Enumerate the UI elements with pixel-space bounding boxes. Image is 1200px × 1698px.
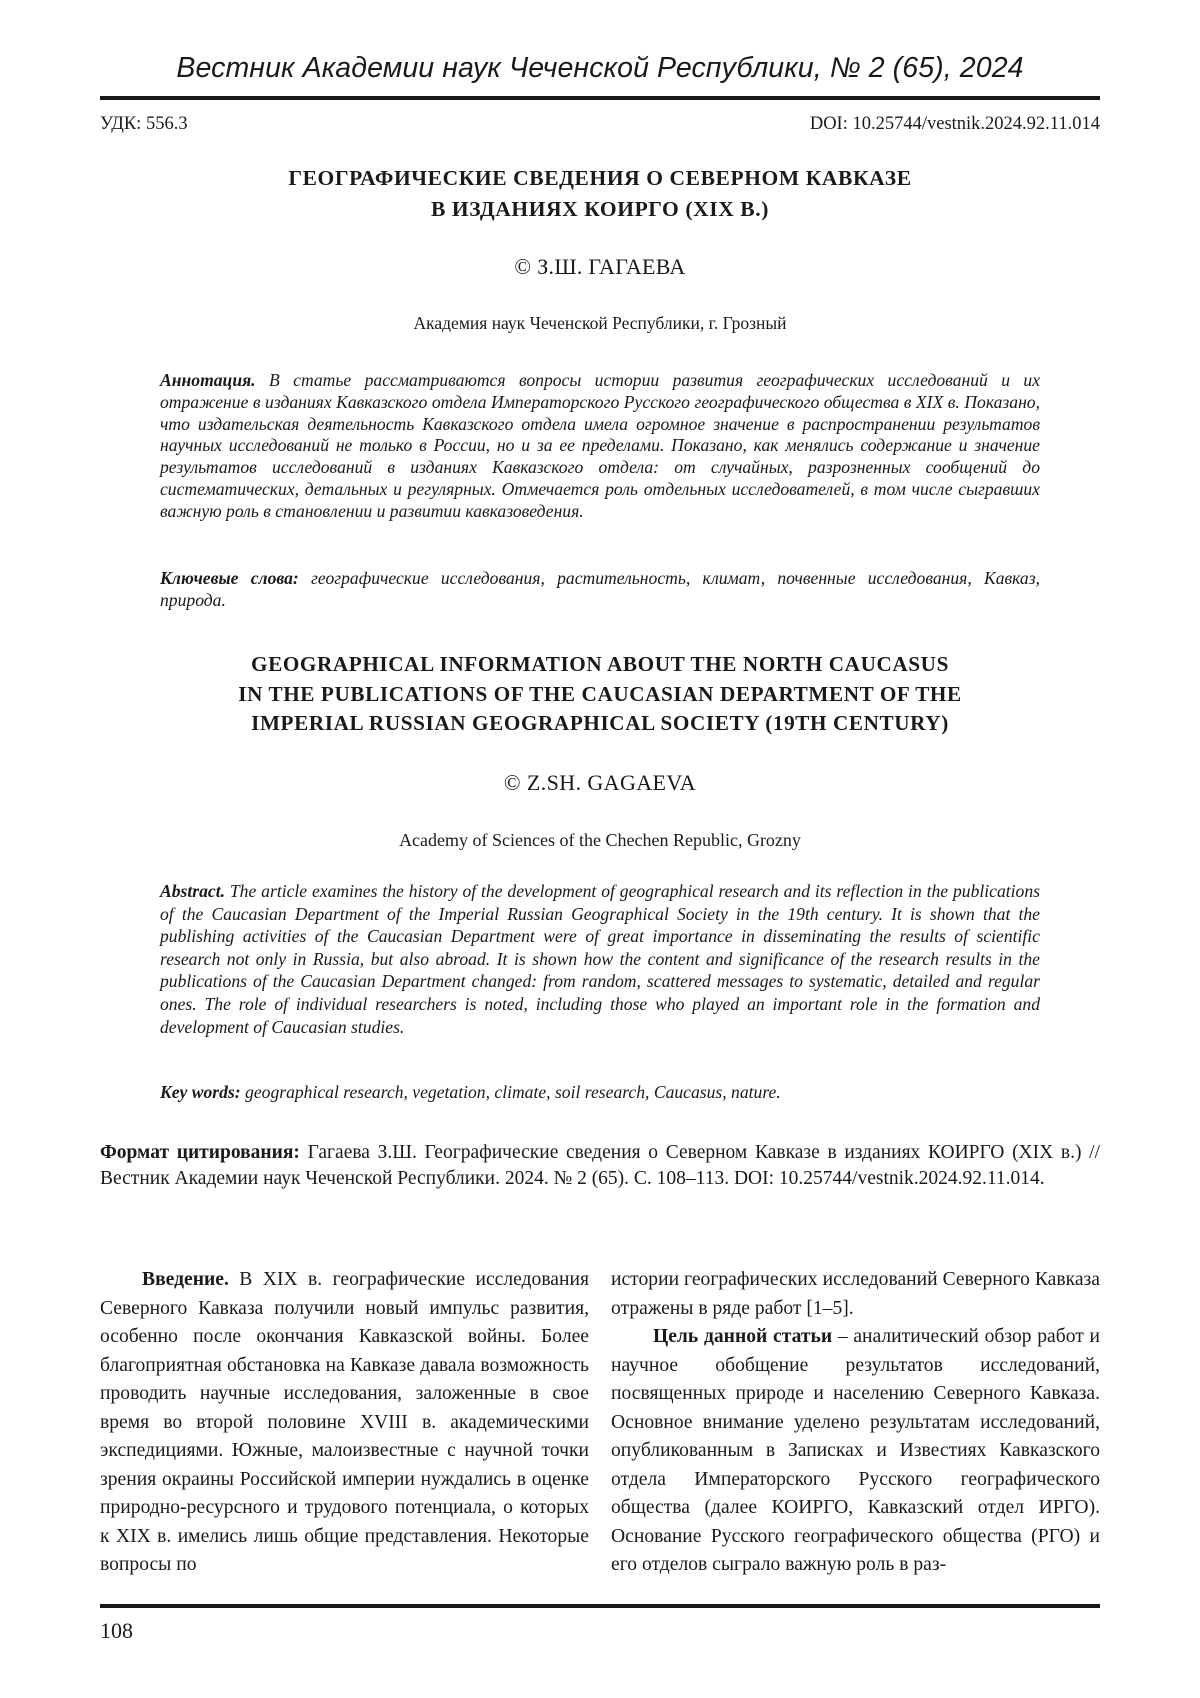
title-en-line: IMPERIAL RUSSIAN GEOGRAPHICAL SOCIETY (19TH CENTURY) bbox=[251, 711, 949, 735]
keywords-ru bbox=[160, 568, 1040, 612]
keywords-en-text: geographical research, vegetation, climate, soil research, Caucasus, nature. bbox=[240, 1082, 781, 1102]
body-column-right bbox=[611, 1266, 1100, 1580]
affiliation-en: Academy of Sciences of the Chechen Republic, Grozny bbox=[399, 830, 801, 850]
author-en: © Z.SH. GAGAEVA bbox=[503, 770, 697, 795]
article-title-en bbox=[100, 650, 1100, 739]
citation-label: Формат цитирования: bbox=[100, 1142, 300, 1163]
body-column-left bbox=[100, 1266, 589, 1580]
citation-format bbox=[100, 1140, 1100, 1192]
aim-text: – аналитический обзор работ и научное обобщение результатов исследований, посвященных природе и населению Северного Кавказа. Основное внимание уделено результатам исследований, опубликованным в Записках и Известиях Кавказского отдела Императорского Русского географического общества (далее КОИРГО, Кавказский отдел ИРГО). Основание Русского географического общества (РГО) и его отделов сыграло важную роль в раз- bbox=[611, 1326, 1100, 1575]
intro-label: Введение. bbox=[142, 1269, 229, 1290]
title-ru-line: ГЕОГРАФИЧЕСКИЕ СВЕДЕНИЯ О СЕВЕРНОМ КАВКАЗЕ bbox=[288, 166, 912, 190]
article-title-ru bbox=[100, 163, 1100, 225]
abstract-en-text: The article examines the history of the development of geographical research and its reflection in the publications of the Caucasian Department of the Imperial Russian Geographical Society in the 19th century. It is shown that the publishing activities of the Caucasian Department were of great importance in disseminating the results of scientific research not only in Russia, but also abroad. It is shown how the content and significance of the research results in the publications of the Caucasian Department changed: from random, scattered messages to systematic, detailed and regular ones. The role of individual researchers is noted, including those who played an important role in the formation and development of Caucasian studies. bbox=[160, 881, 1040, 1037]
title-en-line: GEOGRAPHICAL INFORMATION ABOUT THE NORTH CAUCASUS bbox=[251, 652, 949, 676]
title-en-line: IN THE PUBLICATIONS OF THE CAUCASIAN DEPARTMENT OF THE bbox=[238, 681, 962, 706]
aim-label: Цель данной статьи bbox=[653, 1326, 833, 1347]
intro-paragraph bbox=[100, 1266, 589, 1580]
author-ru: © З.Ш. ГАГАЕВА bbox=[514, 254, 686, 279]
citation-text: Гагаева З.Ш. Географические сведения о Северном Кавказе в изданиях КОИРГО (XIX в.) // Вестник Академии наук Чеченской Республики. 2024. № 2 (65). С. 108–113. DOI: 10.25744/vestnik.2024.92.11.014. bbox=[100, 1142, 1101, 1189]
continued-paragraph: истории географических исследований Северного Кавказа отражены в ряде работ [1–5]. bbox=[611, 1269, 1100, 1319]
doi-identifier[interactable]: DOI: 10.25744/vestnik.2024.92.11.014 bbox=[809, 114, 1100, 134]
affiliation-ru: Академия наук Чеченской Республики, г. Грозный bbox=[413, 313, 787, 333]
abstract-ru-text: В статье рассматриваются вопросы истории развития географических исследований и их отражение в изданиях Кавказского отдела Императорского Русского географического общества в XIX в. Показано, что издательская деятельность Кавказского отдела имела огромное значение в распространении результатов научных исследований не только в России, но и за ее пределами. Показано, как менялись содержание и значение результатов исследований в изданиях Кавказского отдела: от случайных, разрозненных сообщений до систематических, детальных и регулярных. Отмечается роль отдельных исследователей, в том числе сыгравших важную роль в становлении и развитии кавказоведения. bbox=[160, 370, 1040, 521]
keywords-en-label: Key words: bbox=[160, 1082, 241, 1102]
udk-code: УДК: 556.3 bbox=[100, 114, 188, 134]
keywords-en bbox=[160, 1082, 1040, 1104]
abstract-en bbox=[160, 880, 1040, 1038]
title-ru-line: В ИЗДАНИЯХ КОИРГО (XIX В.) bbox=[431, 197, 769, 221]
keywords-ru-text: географические исследования, растительность, климат, почвенные исследования, Кавказ, природа. bbox=[160, 568, 1040, 610]
keywords-ru-label: Ключевые слова: bbox=[160, 568, 299, 588]
footer-rule bbox=[100, 1604, 1100, 1608]
abstract-ru bbox=[160, 370, 1040, 523]
aim-paragraph bbox=[611, 1323, 1100, 1580]
header-rule bbox=[100, 96, 1100, 100]
page-number: 108 bbox=[100, 1618, 133, 1643]
abstract-en-label: Abstract. bbox=[160, 881, 226, 901]
abstract-ru-label: Аннотация. bbox=[160, 370, 256, 390]
intro-text: В XIX в. географические исследования Северного Кавказа получили новый импульс развития, особенно после окончания Кавказской войны. Более благоприятная обстановка на Кавказе давала возможность проводить научные исследования, заложенные в свое время во второй половине XVIII в. академическими экспедициями. Южные, малоизвестные с научной точки зрения окраины Российской империи нуждались в оценке природно-ресурсного и трудового потенциала, о которых к XIX в. имелись лишь общие представления. Некоторые вопросы по bbox=[100, 1269, 589, 1575]
journal-running-header: Вестник Академии наук Чеченской Республики, № 2 (65), 2024 bbox=[176, 52, 1024, 84]
